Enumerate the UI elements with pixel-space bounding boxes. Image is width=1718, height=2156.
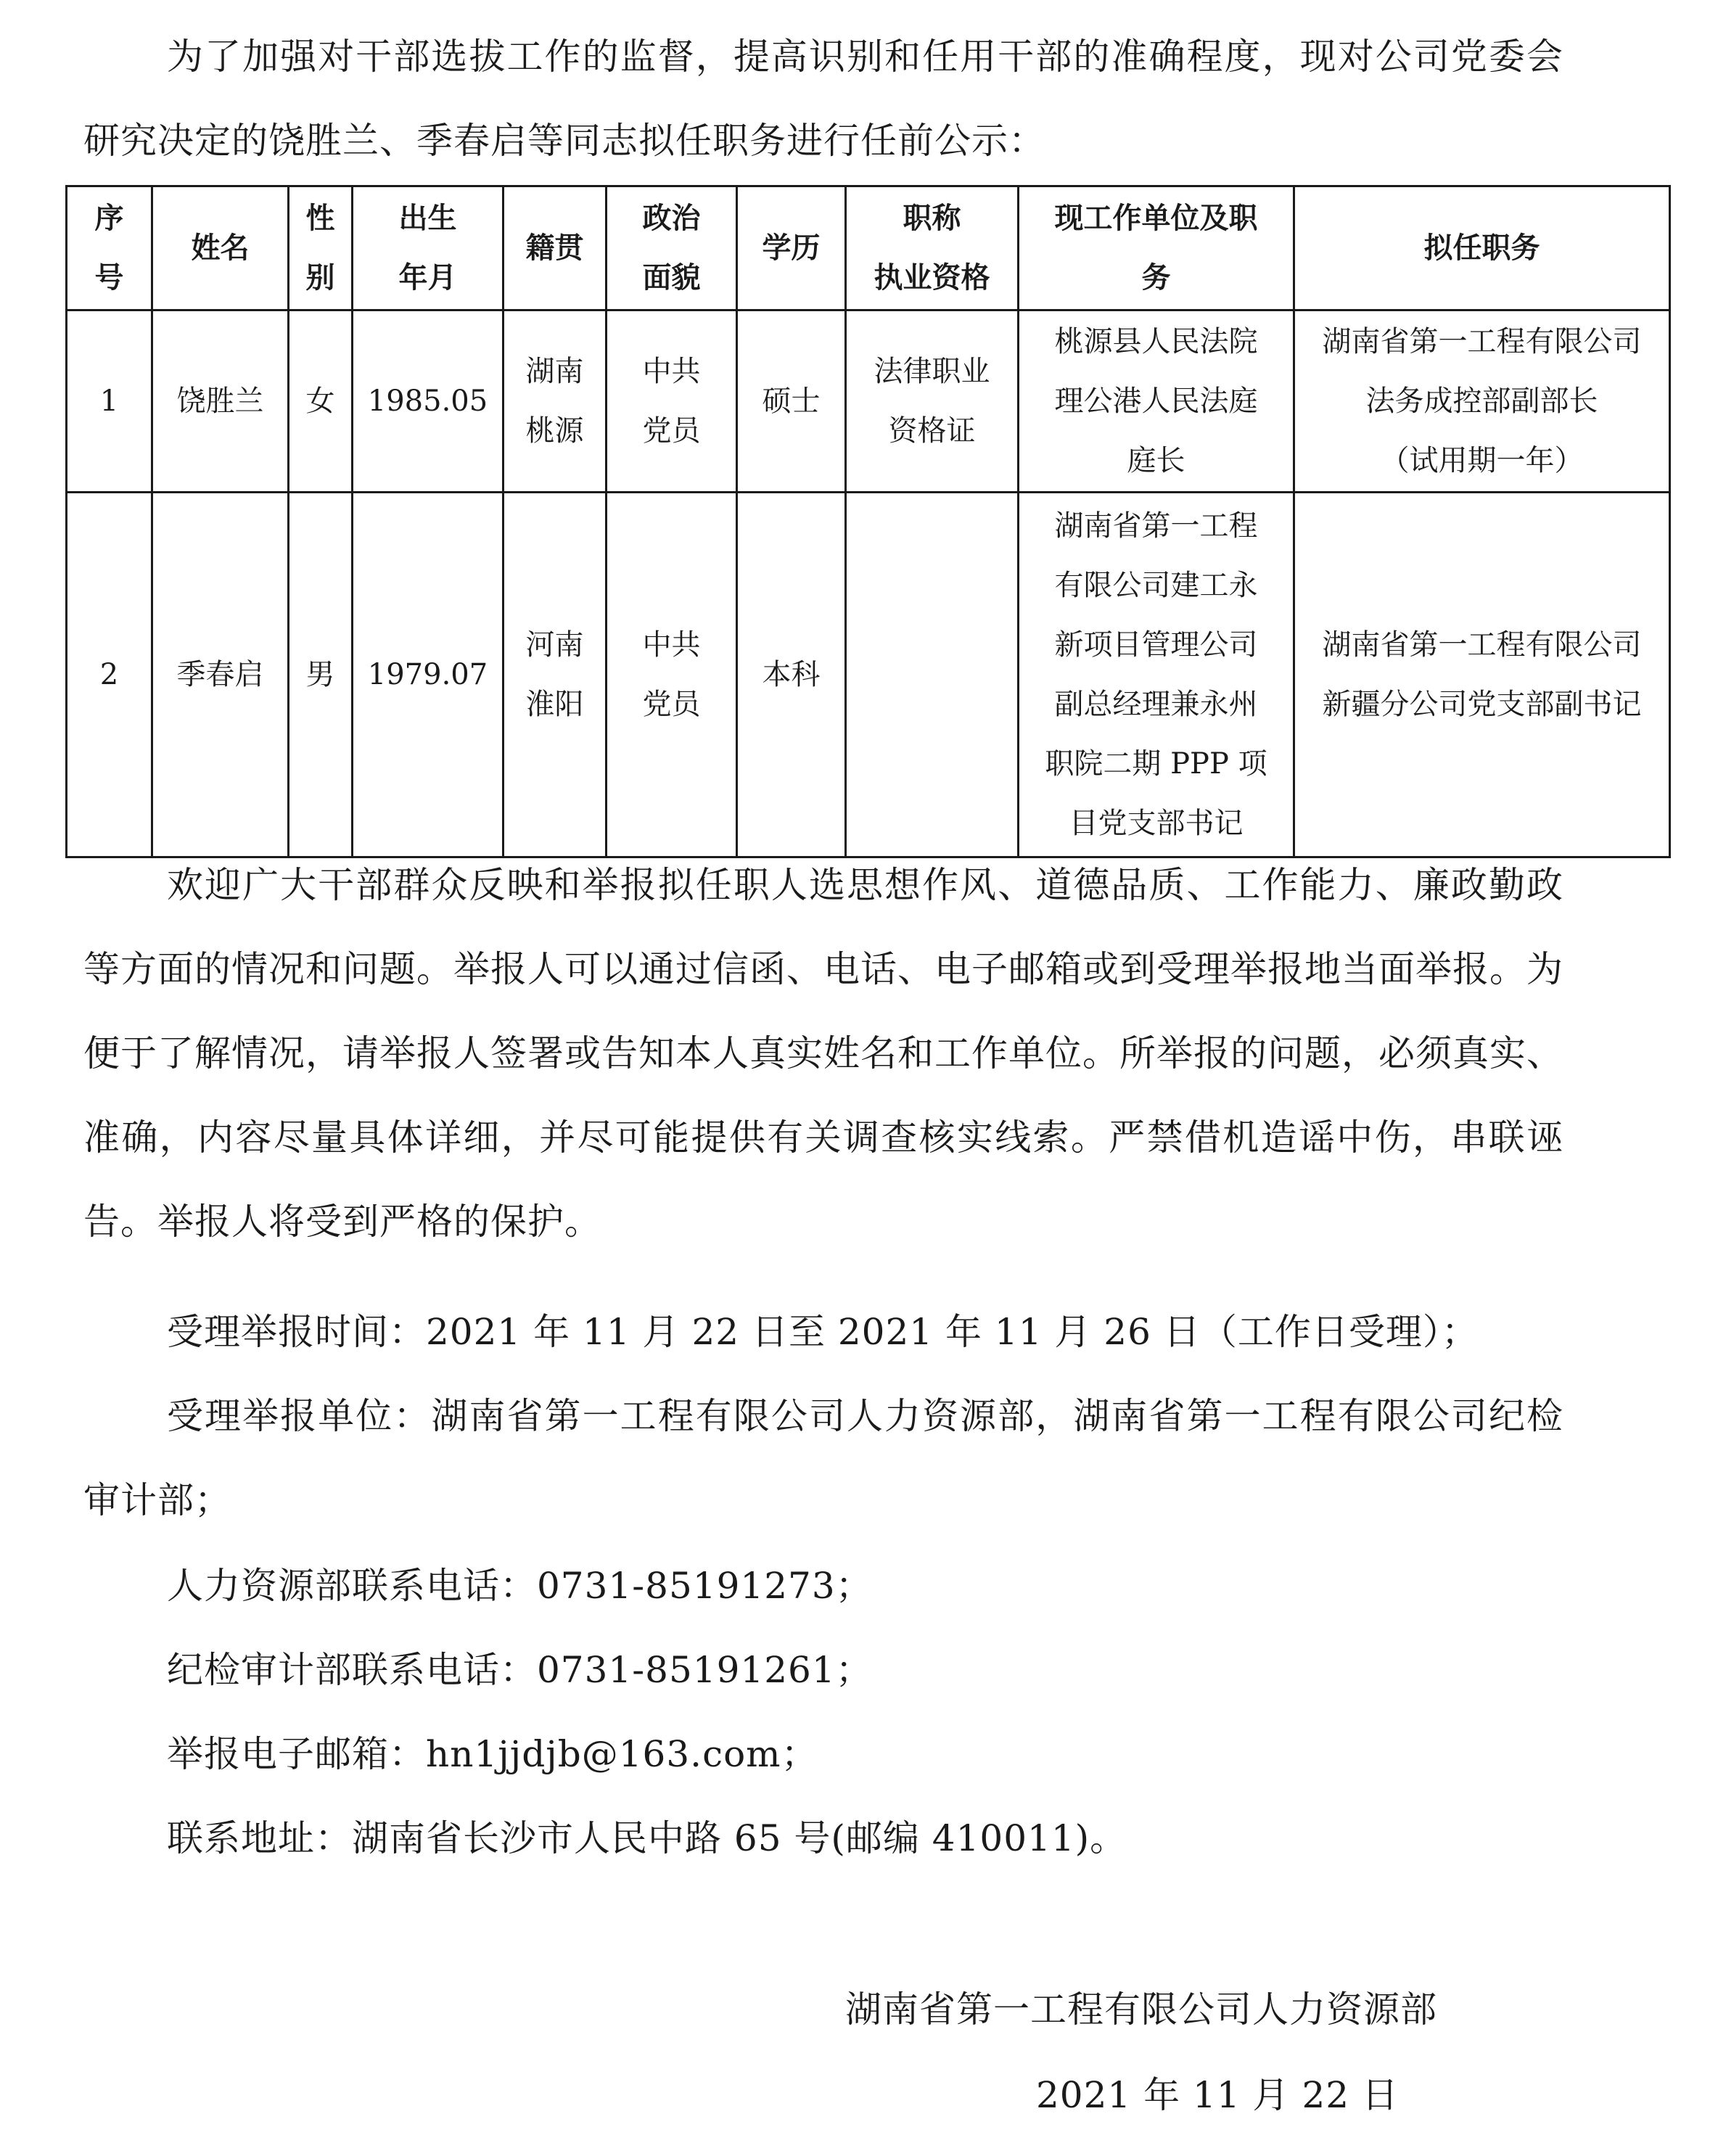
cell-index: 1 xyxy=(67,310,152,493)
header-proposed-position: 拟任职务 xyxy=(1294,186,1670,310)
table-row xyxy=(67,310,1670,493)
cell-current-position: 湖南省第一工程 有限公司建工永 新项目管理公司 副总经理兼永州 职院二期 PPP 项 目党支部书记 xyxy=(1019,493,1294,857)
header-education: 学历 xyxy=(737,186,846,310)
cell-education: 本科 xyxy=(737,493,846,857)
cell-origin: 河南 淮阳 xyxy=(504,493,607,857)
cell-current-position: 桃源县人民法院 理公港人民法庭 庭长 xyxy=(1019,310,1294,493)
header-name: 姓名 xyxy=(152,186,289,310)
header-gender: 性 别 xyxy=(289,186,353,310)
cell-gender: 男 xyxy=(289,493,353,857)
report-unit: 受理举报单位：湖南省第一工程有限公司人力资源部，湖南省第一工程有限公司纪检审计部； xyxy=(83,1395,1563,1521)
cell-name: 季春启 xyxy=(152,493,289,857)
cell-political: 中共 党员 xyxy=(607,310,737,493)
header-index: 序 号 xyxy=(67,186,152,310)
cell-name: 饶胜兰 xyxy=(152,310,289,493)
cell-qualification: 法律职业 资格证 xyxy=(846,310,1019,493)
table-header-row xyxy=(67,186,1670,310)
cell-qualification xyxy=(846,493,1019,857)
hr-phone: 人力资源部联系电话：0731-85191273； xyxy=(167,1565,873,1607)
header-birth: 出生 年月 xyxy=(353,186,504,310)
report-time: 受理举报时间：2021 年 11 月 22 日至 2021 年 11 月 26 日（工作日受理）； xyxy=(167,1311,1479,1353)
intro-paragraph: 为了加强对干部选拔工作的监督，提高识别和任用干部的准确程度，现对公司党委会研究决定的饶胜兰、季春启等同志拟任职务进行任前公示： xyxy=(83,36,1563,162)
cell-birth: 1985.05 xyxy=(353,310,504,493)
cell-origin: 湖南 桃源 xyxy=(504,310,607,493)
cell-proposed-position: 湖南省第一工程有限公司 新疆分公司党支部副书记 xyxy=(1294,493,1670,857)
cell-education: 硕士 xyxy=(737,310,846,493)
header-origin: 籍贯 xyxy=(504,186,607,310)
cell-proposed-position: 湖南省第一工程有限公司 法务成控部副部长 （试用期一年） xyxy=(1294,310,1670,493)
cell-birth: 1979.07 xyxy=(353,493,504,857)
cell-index: 2 xyxy=(67,493,152,857)
header-current-position: 现工作单位及职 务 xyxy=(1019,186,1294,310)
table-row xyxy=(67,493,1670,857)
signature-org: 湖南省第一工程有限公司人力资源部 xyxy=(845,1988,1437,2030)
candidate-table xyxy=(65,185,1671,858)
report-email: 举报电子邮箱：hn1jjdjb@163.com； xyxy=(167,1733,818,1775)
contact-address: 联系地址：湖南省长沙市人民中路 65 号(邮编 410011)。 xyxy=(167,1817,1127,1859)
header-qualification: 职称 执业资格 xyxy=(846,186,1019,310)
header-political: 政治 面貌 xyxy=(607,186,737,310)
cell-political: 中共 党员 xyxy=(607,493,737,857)
cell-gender: 女 xyxy=(289,310,353,493)
signature-date: 2021 年 11 月 22 日 xyxy=(1036,2074,1399,2116)
audit-phone: 纪检审计部联系电话：0731-85191261； xyxy=(167,1649,873,1691)
body-paragraph: 欢迎广大干部群众反映和举报拟任职人选思想作风、道德品质、工作能力、廉政勤政等方面的情况和问题。举报人可以通过信函、电话、电子邮箱或到受理举报地当面举报。为便于了解情况，请举报人签署或告知本人真实姓名和工作单位。所举报的问题，必须真实、准确，内容尽量具体详细，并尽可能提供有关调查核实线索。严禁借机造谣中伤，串联诬告。举报人将受到严格的保护。 xyxy=(83,864,1563,1243)
